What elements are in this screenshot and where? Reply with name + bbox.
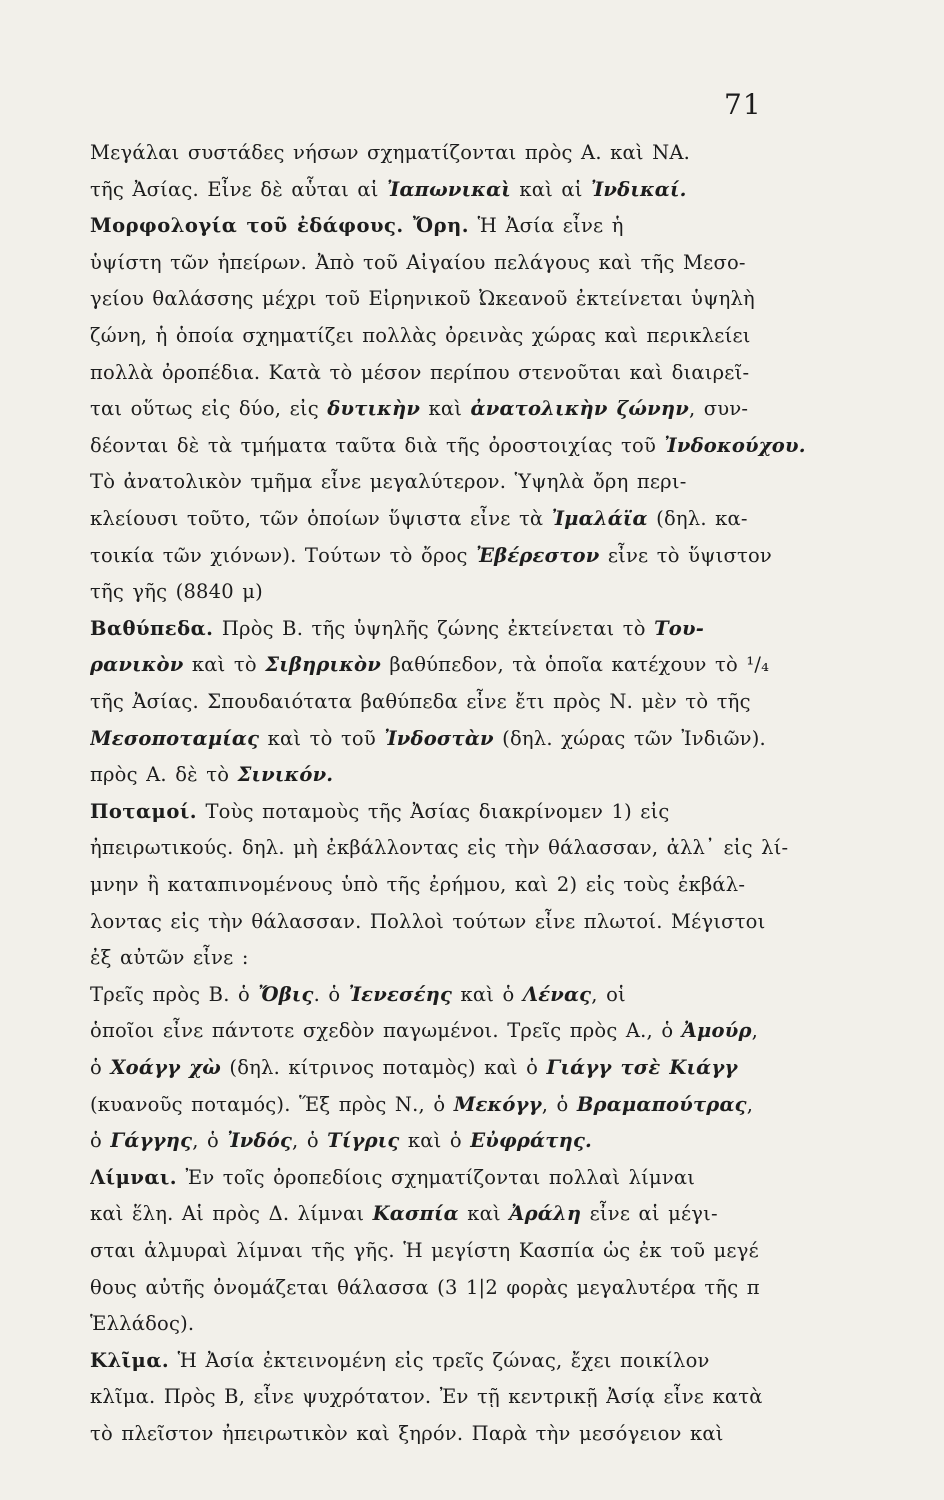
section-heading: Βαθύπεδα.	[90, 616, 214, 640]
text-line	[90, 430, 810, 462]
text-line	[90, 759, 810, 791]
text-run: ,	[751, 1019, 759, 1043]
emphasized-term: Μεσοποταμίας	[90, 726, 260, 750]
emphasized-term: ρανικὸν	[90, 653, 184, 677]
text-line	[90, 283, 810, 315]
text-run: , ὁ	[292, 1129, 328, 1153]
emphasized-term: Βραμαπούτρας	[576, 1092, 747, 1116]
text-line	[90, 1162, 810, 1194]
section-heading: Μορφολογία τοῦ ἐδάφους. Ὄρη.	[90, 214, 470, 238]
text-run: πρὸς Α. δὲ τὸ	[90, 763, 238, 787]
text-run: ἐξ αὐτῶν εἶνε :	[90, 946, 249, 970]
text-line	[90, 247, 810, 279]
text-run: Ἑλλάδος).	[90, 1312, 195, 1336]
text-run: λοντας εἰς τὴν θάλασσαν. Πολλοὶ τούτων εἶνε πλωτοί. Μέγιστοι	[90, 909, 766, 933]
text-line	[90, 1089, 810, 1121]
emphasized-term: Ἀράλη	[509, 1202, 582, 1226]
text-run: καὶ τὸ τοῦ	[259, 726, 385, 750]
text-run: τῆς Ἀσίας. Εἶνε δὲ αὗται αἱ	[90, 177, 387, 201]
emphasized-term: Ἰνδοκούχου.	[664, 433, 806, 457]
section-heading: Ποταμοί.	[90, 799, 198, 823]
text-line	[90, 906, 810, 938]
emphasized-term: ἀνατολικὴν ζώνην	[470, 397, 689, 421]
emphasized-term: Γάγγης	[110, 1129, 193, 1153]
text-line	[90, 210, 810, 242]
text-run: , ὁ	[541, 1092, 577, 1116]
text-run: (κυανοῦς ποταμός). Ἕξ πρὸς Ν., ὁ	[90, 1092, 454, 1116]
text-run: κλείουσι τοῦτο, τῶν ὁποίων ὕψιστα εἶνε τὰ	[90, 507, 552, 530]
page-number: 71	[724, 88, 762, 121]
text-run: ἠπειρωτικούς. δηλ. μὴ ἐκβάλλοντας εἰς τὴν θάλασσαν, ἀλλ᾽ εἰς λί-	[90, 836, 789, 860]
text-line	[90, 1125, 810, 1157]
emphasized-term: Μεκόγγ	[453, 1092, 542, 1116]
text-line	[90, 1052, 810, 1084]
text-run: Τοὺς ποταμοὺς τῆς Ἀσίας διακρίνομεν 1) εἰς	[197, 799, 670, 823]
emphasized-term: Ἀμούρ	[681, 1019, 752, 1043]
emphasized-term: Χοάγγ χὼ	[110, 1056, 222, 1079]
text-run: ὁ	[90, 1129, 111, 1153]
text-line	[90, 1308, 810, 1340]
text-run: βαθύπεδον, τὰ ὁποῖα κατέχουν τὸ ¹/₄	[380, 653, 770, 677]
text-run: πολλὰ ὀροπέδια. Κατὰ τὸ μέσον περίπου στενοῦται καὶ διαιρεῖ-	[90, 360, 750, 384]
section-heading: Κλῖμα.	[90, 1348, 170, 1372]
text-line	[90, 869, 810, 901]
section-heading: Λίμναι.	[90, 1165, 178, 1189]
emphasized-term: Ἐβέρεστον	[476, 543, 600, 567]
emphasized-term: Λένας	[522, 982, 592, 1006]
text-line	[90, 393, 810, 425]
emphasized-term: Ἰνδοστὰν	[384, 726, 494, 750]
text-run: καὶ αἱ	[510, 177, 591, 201]
text-run: Ἐν τοῖς ὀροπεδίοις σχηματίζονται πολλαὶ λίμναι	[177, 1165, 696, 1189]
text-run: , οἱ	[591, 982, 626, 1006]
text-run: τῆς γῆς (8840 μ)	[90, 580, 263, 604]
emphasized-term: Ἰνδικαί.	[590, 177, 687, 201]
text-run: θους αὐτῆς ὀνομάζεται θάλασσα (3 1|2 φορὰς μεγαλυτέρα τῆς π	[90, 1275, 760, 1299]
text-run: , ὁ	[192, 1129, 228, 1153]
text-line	[90, 796, 810, 828]
emphasized-term: Ὄβις	[258, 982, 314, 1006]
text-line	[90, 1272, 810, 1304]
text-line	[90, 1418, 810, 1450]
text-line	[90, 1381, 810, 1413]
text-run: ζώνη, ἡ ὁποία σχηματίζει πολλὰς ὀρεινὰς χώρας καὶ περικλείει	[90, 324, 751, 347]
emphasized-term: Σινικόν.	[237, 763, 334, 787]
text-run: Ἡ Ἀσία εἶνε ἡ	[469, 214, 624, 238]
emphasized-term: Γιάγγ τσὲ Κιάγγ	[546, 1056, 738, 1079]
text-run: καὶ τὸ	[183, 653, 266, 677]
text-line	[90, 686, 810, 718]
text-run: εἶνε τὸ ὕψιστον	[599, 543, 772, 567]
text-run: Τρεῖς πρὸς Β. ὁ	[90, 982, 259, 1006]
text-line	[90, 137, 810, 169]
text-run: καὶ ὁ	[452, 982, 523, 1006]
text-run: Τὸ ἀνατολικὸν τμῆμα εἶνε μεγαλύτερον. Ὑψηλὰ ὄρη περι-	[90, 470, 687, 494]
text-line	[90, 1235, 810, 1267]
text-run: τοικία τῶν χιόνων). Τούτων τὸ ὄρος	[90, 543, 477, 567]
text-line	[90, 979, 810, 1011]
emphasized-term: Ἰαπωνικαὶ	[387, 177, 511, 201]
text-line	[90, 357, 810, 389]
text-run: δέονται δὲ τὰ τμήματα ταῦτα διὰ τῆς ὀροστοιχίας τοῦ	[90, 433, 665, 457]
text-run: σται ἁλμυραὶ λίμναι τῆς γῆς. Ἡ μεγίστη Κασπία ὡς ἐκ τοῦ μεγέ	[90, 1239, 759, 1262]
text-line	[90, 832, 810, 864]
text-run: εἶνε αἱ μέγι-	[581, 1202, 718, 1226]
emphasized-term: Του-	[654, 616, 705, 640]
text-run: ὁ	[90, 1056, 111, 1079]
text-line	[90, 466, 810, 498]
text-line	[90, 1345, 810, 1377]
text-line	[90, 320, 810, 352]
text-line	[90, 1198, 810, 1230]
text-run: καὶ	[458, 1202, 510, 1226]
text-run: Ἡ Ἀσία ἐκτεινομένη εἰς τρεῖς ζώνας, ἔχει ποικίλον	[169, 1348, 710, 1372]
text-line	[90, 723, 810, 755]
text-line	[90, 174, 810, 206]
text-line	[90, 576, 810, 608]
text-run: ὁποῖοι εἶνε πάντοτε σχεδὸν παγωμένοι. Τρεῖς πρὸς Α., ὁ	[90, 1019, 682, 1043]
emphasized-term: δυτικὴν	[327, 397, 421, 421]
emphasized-term: Κασπία	[372, 1202, 459, 1226]
text-run: (δηλ. κίτρινος ποταμὸς) καὶ ὁ	[221, 1056, 547, 1079]
text-line	[90, 942, 810, 974]
text-run: ,	[746, 1092, 754, 1116]
text-line	[90, 540, 810, 572]
emphasized-term: Τίγρις	[327, 1129, 400, 1153]
text-run: Πρὸς Β. τῆς ὑψηλῆς ζώνης ἐκτείνεται τὸ	[213, 616, 655, 640]
emphasized-term: Ἰμαλάϊα	[551, 507, 648, 530]
text-line	[90, 613, 810, 645]
emphasized-term: Ἰενεσέης	[348, 982, 453, 1006]
emphasized-term: Ἰνδός	[227, 1129, 293, 1153]
text-run: κλῖμα. Πρὸς Β, εἶνε ψυχρότατον. Ἐν τῇ κεντρικῇ Ἀσίᾳ εἶνε κατὰ	[90, 1385, 763, 1409]
text-run: καὶ ὁ	[399, 1129, 471, 1153]
text-run: , συν-	[688, 397, 749, 421]
text-run: (δηλ. χώρας τῶν Ἰνδιῶν).	[493, 726, 766, 750]
text-run: Μεγάλαι συστάδες νήσων σχηματίζονται πρὸς Α. καὶ ΝΑ.	[90, 141, 691, 164]
text-run: καὶ ἕλη. Αἱ πρὸς Δ. λίμναι	[90, 1202, 373, 1226]
text-run: ται οὕτως εἰς δύο, εἰς	[90, 397, 328, 421]
text-run: (δηλ. κα-	[647, 507, 748, 530]
text-line	[90, 1015, 810, 1047]
text-run: τῆς Ἀσίας. Σπουδαιότατα βαθύπεδα εἶνε ἔτι πρὸς Ν. μὲν τὸ τῆς	[90, 690, 751, 713]
text-line	[90, 503, 810, 535]
text-run: μνην ἢ καταπινομένους ὑπὸ τῆς ἐρήμου, καὶ 2) εἰς τοὺς ἐκβάλ-	[90, 873, 746, 896]
text-run: γείου θαλάσσης μέχρι τοῦ Εἰρηνικοῦ Ὠκεανοῦ ἐκτείνεται ὑψηλὴ	[90, 287, 755, 311]
text-line	[90, 649, 810, 681]
text-run: καὶ	[420, 397, 471, 421]
emphasized-term: Εὐφράτης.	[470, 1129, 593, 1153]
emphasized-term: Σιβηρικὸν	[265, 653, 381, 677]
text-run: τὸ πλεῖστον ἠπειρωτικὸν καὶ ξηρόν. Παρὰ τὴν μεσόγειον καὶ	[90, 1422, 724, 1445]
text-run: . ὁ	[313, 982, 349, 1006]
text-run: ὑψίστη τῶν ἠπείρων. Ἀπὸ τοῦ Αἰγαίου πελάγους καὶ τῆς Μεσο-	[90, 250, 746, 274]
